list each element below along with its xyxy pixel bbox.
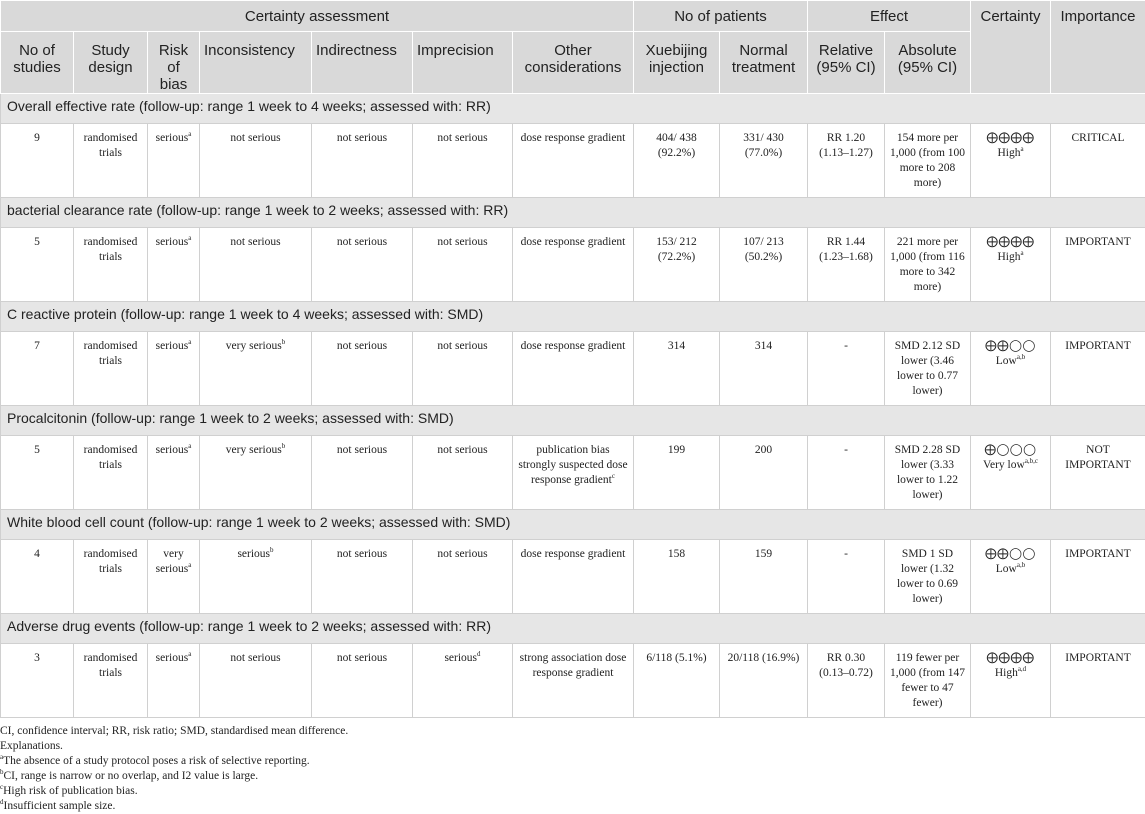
xuebijing-injection-cell: 199 — [634, 436, 720, 510]
relative-effect-cell: RR 1.20 (1.13–1.27) — [808, 124, 885, 198]
risk-of-bias-cell: serious$^a$ — [148, 124, 200, 198]
table-row — [1, 124, 1145, 198]
study-design-cell: randomised trials — [74, 124, 148, 198]
certainty-rating-icon: ⨁◯◯◯ — [975, 443, 1046, 458]
footnote-text: The absence of a study protocol poses a risk of selective reporting. — [3, 755, 310, 767]
certainty-label: High — [995, 667, 1018, 679]
indirectness-cell: not serious — [312, 124, 413, 198]
importance-cell: IMPORTANT — [1051, 228, 1145, 302]
footnote-marker: a,b,c — [1025, 457, 1038, 465]
normal-treatment-cell: 159 — [720, 540, 808, 614]
certainty-assessment-header: Certainty assessment — [1, 1, 634, 32]
indirectness-cell: not serious — [312, 436, 413, 510]
table-body — [1, 94, 1145, 718]
absolute-effect-cell: SMD 2.28 SD lower (3.33 lower to 1.22 lower) — [885, 436, 971, 510]
importance-cell: IMPORTANT — [1051, 644, 1145, 718]
no-of-studies-cell: 4 — [1, 540, 74, 614]
footnote-marker: a,b — [1017, 353, 1025, 361]
xuebijing-injection-cell: 6/118 (5.1%) — [634, 644, 720, 718]
imprecision-cell: not serious — [413, 436, 513, 510]
absolute-effect-cell: 119 fewer per 1,000 (from 147 fewer to 47 fewer) — [885, 644, 971, 718]
footnote-marker: b — [282, 338, 286, 346]
certainty-cell — [971, 540, 1051, 614]
certainty-header: Certainty — [971, 1, 1051, 94]
certainty-rating-icon: ⨁⨁◯◯ — [975, 339, 1046, 354]
certainty-cell — [971, 124, 1051, 198]
other-considerations-cell: strong association dose response gradient — [513, 644, 634, 718]
inconsistency-cell: not serious — [200, 124, 312, 198]
outcome-title: Overall effective rate (follow-up: range 1 week to 4 weeks; assessed with: RR) — [1, 94, 1145, 124]
other-considerations-cell: dose response gradient — [513, 124, 634, 198]
col-header-study-design: Study design — [74, 32, 148, 94]
normal-treatment-cell: 331/ 430 (77.0%) — [720, 124, 808, 198]
footnote-marker: a — [188, 442, 191, 450]
normal-treatment-cell: 314 — [720, 332, 808, 406]
footnote-item — [0, 799, 1145, 814]
footnote-text: High risk of publication bias. — [3, 785, 137, 797]
footnote-text: CI, range is narrow or no overlap, and I2 value is large. — [4, 770, 259, 782]
indirectness-cell: not serious — [312, 644, 413, 718]
imprecision-cell: serious$^d$ — [413, 644, 513, 718]
footnote-marker: a — [188, 338, 191, 346]
imprecision-cell: not serious — [413, 540, 513, 614]
certainty-rating-icon: ⨁⨁◯◯ — [975, 547, 1046, 562]
footnote-marker: a — [1020, 249, 1023, 257]
xuebijing-injection-cell: 404/ 438 (92.2%) — [634, 124, 720, 198]
col-header-absolute: Absolute (95% CI) — [885, 32, 971, 94]
certainty-rating-icon: ⨁⨁⨁⨁ — [975, 235, 1046, 250]
footnote-item — [0, 784, 1145, 799]
absolute-effect-cell: 221 more per 1,000 (from 116 more to 342 more) — [885, 228, 971, 302]
risk-of-bias-cell: very serious$^a$ — [148, 540, 200, 614]
col-header-inconsistency: Inconsistency — [200, 32, 312, 94]
table-footnotes — [0, 718, 1145, 814]
outcome-title: C reactive protein (follow-up: range 1 week to 4 weeks; assessed with: SMD) — [1, 302, 1145, 332]
no-of-studies-cell: 5 — [1, 436, 74, 510]
outcome-title: bacterial clearance rate (follow-up: range 1 week to 2 weeks; assessed with: RR) — [1, 198, 1145, 228]
col-header-normal-treatment: Normal treatment — [720, 32, 808, 94]
importance-cell: CRITICAL — [1051, 124, 1145, 198]
outcome-group-row — [1, 510, 1145, 540]
no-of-studies-cell: 3 — [1, 644, 74, 718]
imprecision-cell: not serious — [413, 228, 513, 302]
certainty-cell — [971, 332, 1051, 406]
study-design-cell: randomised trials — [74, 332, 148, 406]
table-row — [1, 436, 1145, 510]
footnote-marker: a,b — [1017, 561, 1025, 569]
table-row — [1, 540, 1145, 614]
footnote-marker: a — [188, 650, 191, 658]
absolute-effect-cell: 154 more per 1,000 (from 100 more to 208 more) — [885, 124, 971, 198]
footnote-item — [0, 754, 1145, 769]
study-design-cell: randomised trials — [74, 644, 148, 718]
outcome-title: White blood cell count (follow-up: range 1 week to 2 weeks; assessed with: SMD) — [1, 510, 1145, 540]
relative-effect-cell: - — [808, 332, 885, 406]
col-header-no-of-studies: No of studies — [1, 32, 74, 94]
certainty-label: Low — [996, 355, 1017, 367]
footnote-marker: a — [188, 561, 191, 569]
relative-effect-cell: RR 1.44 (1.23–1.68) — [808, 228, 885, 302]
outcome-title: Procalcitonin (follow-up: range 1 week to 2 weeks; assessed with: SMD) — [1, 406, 1145, 436]
normal-treatment-cell: 107/ 213 (50.2%) — [720, 228, 808, 302]
xuebijing-injection-cell: 314 — [634, 332, 720, 406]
study-design-cell: randomised trials — [74, 540, 148, 614]
footnote-marker: d — [477, 650, 481, 658]
other-considerations-cell: dose response gradient — [513, 540, 634, 614]
risk-of-bias-cell: serious$^a$ — [148, 332, 200, 406]
explanations-label: Explanations. — [0, 739, 1145, 754]
imprecision-cell: not serious — [413, 124, 513, 198]
certainty-cell — [971, 436, 1051, 510]
effect-header: Effect — [808, 1, 971, 32]
certainty-cell — [971, 228, 1051, 302]
indirectness-cell: not serious — [312, 332, 413, 406]
certainty-label: High — [997, 147, 1020, 159]
col-header-relative: Relative (95% CI) — [808, 32, 885, 94]
inconsistency-cell: serious$^b$ — [200, 540, 312, 614]
outcome-group-row — [1, 302, 1145, 332]
inconsistency-cell: not serious — [200, 228, 312, 302]
abbreviations-note: CI, confidence interval; RR, risk ratio; SMD, standardised mean difference. — [0, 724, 1145, 739]
table-row — [1, 644, 1145, 718]
risk-of-bias-cell: serious$^a$ — [148, 228, 200, 302]
certainty-rating-icon: ⨁⨁⨁⨁ — [975, 131, 1046, 146]
other-considerations-cell: dose response gradient — [513, 332, 634, 406]
relative-effect-cell: - — [808, 540, 885, 614]
no-of-studies-cell: 9 — [1, 124, 74, 198]
relative-effect-cell: - — [808, 436, 885, 510]
outcome-group-row — [1, 94, 1145, 124]
footnote-marker: c — [0, 783, 3, 791]
footnote-marker: a — [0, 753, 3, 761]
xuebijing-injection-cell: 153/ 212 (72.2%) — [634, 228, 720, 302]
importance-header: Importance — [1051, 1, 1145, 94]
footnote-marker: b — [270, 546, 274, 554]
footnote-marker: a,d — [1018, 665, 1026, 673]
no-of-patients-header: No of patients — [634, 1, 808, 32]
importance-cell: IMPORTANT — [1051, 332, 1145, 406]
inconsistency-cell: very serious$^b$ — [200, 332, 312, 406]
absolute-effect-cell: SMD 1 SD lower (1.32 lower to 0.69 lower) — [885, 540, 971, 614]
risk-of-bias-cell: serious$^a$ — [148, 436, 200, 510]
outcome-title: Adverse drug events (follow-up: range 1 week to 2 weeks; assessed with: RR) — [1, 614, 1145, 644]
inconsistency-cell: not serious — [200, 644, 312, 718]
inconsistency-cell: very serious$^b$ — [200, 436, 312, 510]
footnote-marker: d — [0, 798, 4, 806]
certainty-label: Low — [996, 563, 1017, 575]
col-header-xuebijing-injection: Xuebijing injection — [634, 32, 720, 94]
table-row — [1, 332, 1145, 406]
outcome-group-row — [1, 406, 1145, 436]
no-of-studies-cell: 7 — [1, 332, 74, 406]
col-header-imprecision: Imprecision — [413, 32, 513, 94]
table-row — [1, 228, 1145, 302]
footnote-marker: c — [612, 472, 615, 480]
col-header-other-considerations: Other considerations — [513, 32, 634, 94]
normal-treatment-cell: 200 — [720, 436, 808, 510]
footnote-marker: a — [1020, 145, 1023, 153]
study-design-cell: randomised trials — [74, 436, 148, 510]
xuebijing-injection-cell: 158 — [634, 540, 720, 614]
certainty-cell — [971, 644, 1051, 718]
study-design-cell: randomised trials — [74, 228, 148, 302]
no-of-studies-cell: 5 — [1, 228, 74, 302]
indirectness-cell: not serious — [312, 228, 413, 302]
col-header-risk-of-bias: Risk of bias — [148, 32, 200, 94]
footnote-marker: b — [0, 768, 4, 776]
footnote-marker: a — [188, 130, 191, 138]
footnote-marker: b — [282, 442, 286, 450]
certainty-label: High — [997, 251, 1020, 263]
absolute-effect-cell: SMD 2.12 SD lower (3.46 lower to 0.77 lower) — [885, 332, 971, 406]
other-considerations-cell: dose response gradient — [513, 228, 634, 302]
col-header-indirectness: Indirectness — [312, 32, 413, 94]
certainty-label: Very low — [983, 459, 1025, 471]
imprecision-cell: not serious — [413, 332, 513, 406]
importance-cell: IMPORTANT — [1051, 540, 1145, 614]
outcome-group-row — [1, 198, 1145, 228]
normal-treatment-cell: 20/118 (16.9%) — [720, 644, 808, 718]
relative-effect-cell: RR 0.30 (0.13–0.72) — [808, 644, 885, 718]
other-considerations-cell: publication bias strongly suspected dose response gradient$^c$ — [513, 436, 634, 510]
indirectness-cell: not serious — [312, 540, 413, 614]
risk-of-bias-cell: serious$^a$ — [148, 644, 200, 718]
importance-cell: NOT IMPORTANT — [1051, 436, 1145, 510]
footnote-text: Insufficient sample size. — [4, 800, 116, 812]
footnote-item — [0, 769, 1145, 784]
outcome-group-row — [1, 614, 1145, 644]
certainty-rating-icon: ⨁⨁⨁⨁ — [975, 651, 1046, 666]
footnote-list — [0, 754, 1145, 814]
footnote-marker: a — [188, 234, 191, 242]
